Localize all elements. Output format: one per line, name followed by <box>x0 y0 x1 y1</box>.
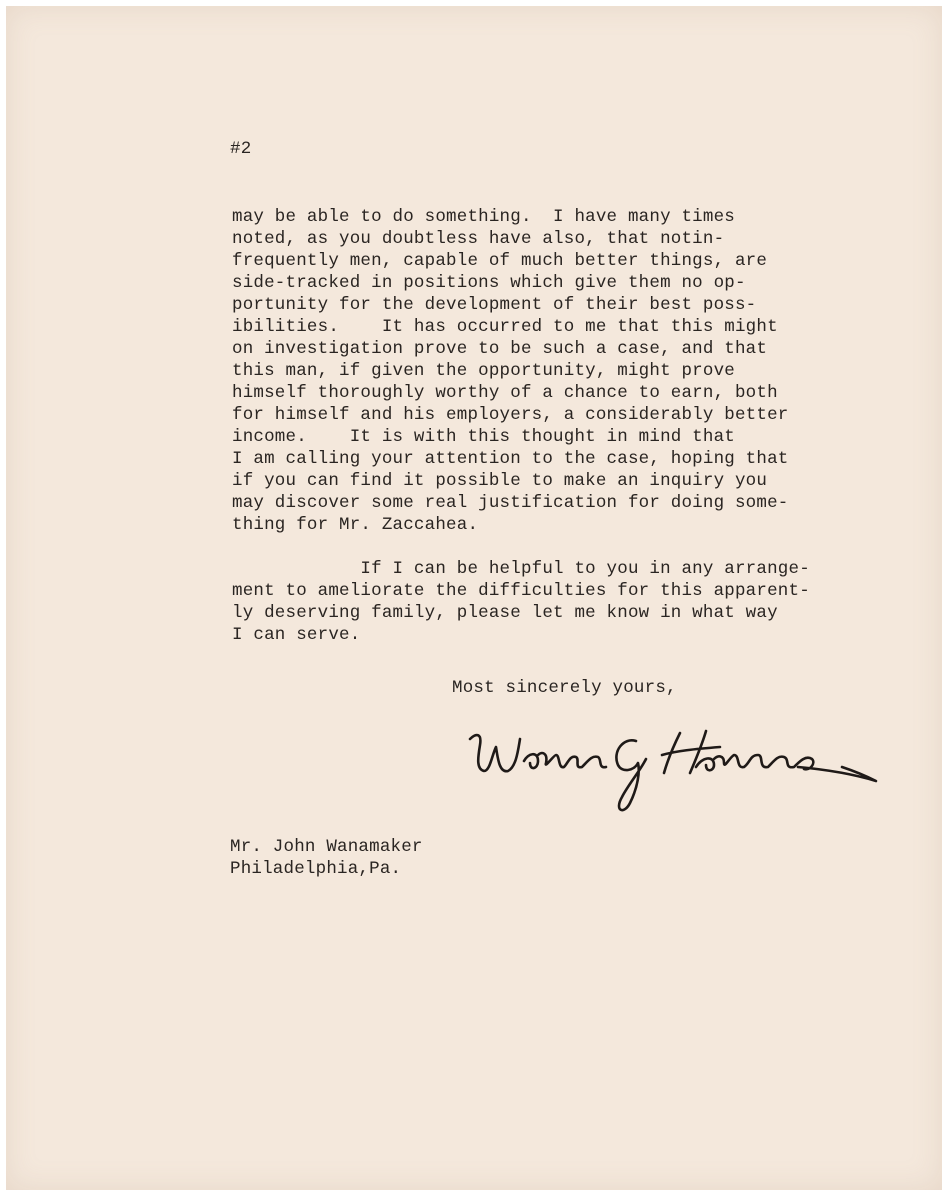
recipient-name: Mr. John Wanamaker <box>230 837 423 857</box>
paragraph-1-line: I am calling your attention to the case, hoping that <box>232 449 789 469</box>
paragraph-1-line: portunity for the development of their best poss- <box>232 295 757 315</box>
paragraph-1-line: may be able to do something. I have many times <box>232 207 735 227</box>
letter-body <box>232 206 810 646</box>
recipient-city: Philadelphia,Pa. <box>230 859 402 879</box>
paragraph-2-line: ment to ameliorate the difficulties for this apparent- <box>232 581 810 601</box>
paragraph-1-line: frequently men, capable of much better things, are <box>232 251 768 271</box>
recipient-address <box>230 836 423 880</box>
handwritten-signature <box>458 711 888 821</box>
paragraph-2-line: I can serve. <box>232 625 361 645</box>
paragraph-1-line: this man, if given the opportunity, might prove <box>232 361 735 381</box>
paragraph-spacer <box>232 536 810 558</box>
paragraph-1-line: ibilities. It has occurred to me that this might <box>232 317 778 337</box>
paragraph-1-line: side-tracked in positions which give them no op- <box>232 273 746 293</box>
paragraph-1-line: thing for Mr. Zaccahea. <box>232 515 479 535</box>
paragraph-2-line: If I can be helpful to you in any arrange- <box>232 559 810 579</box>
paragraph-1-line: may discover some real justification for doing some- <box>232 493 789 513</box>
paragraph-1-line: on investigation prove to be such a case, and that <box>232 339 768 359</box>
page-number: #2 <box>230 139 252 159</box>
signature-drawing <box>458 711 888 821</box>
paragraph-1-line: income. It is with this thought in mind that <box>232 427 735 447</box>
paragraph-1-line: himself thoroughly worthy of a chance to earn, both <box>232 383 778 403</box>
paragraph-1-line: if you can find it possible to make an inquiry you <box>232 471 768 491</box>
paragraph-1-line: noted, as you doubtless have also, that notin- <box>232 229 725 249</box>
letter-page <box>6 6 942 1190</box>
closing-salutation: Most sincerely yours, <box>452 678 677 698</box>
paragraph-1-line: for himself and his employers, a considerably better <box>232 405 789 425</box>
paragraph-2-line: ly deserving family, please let me know in what way <box>232 603 778 623</box>
